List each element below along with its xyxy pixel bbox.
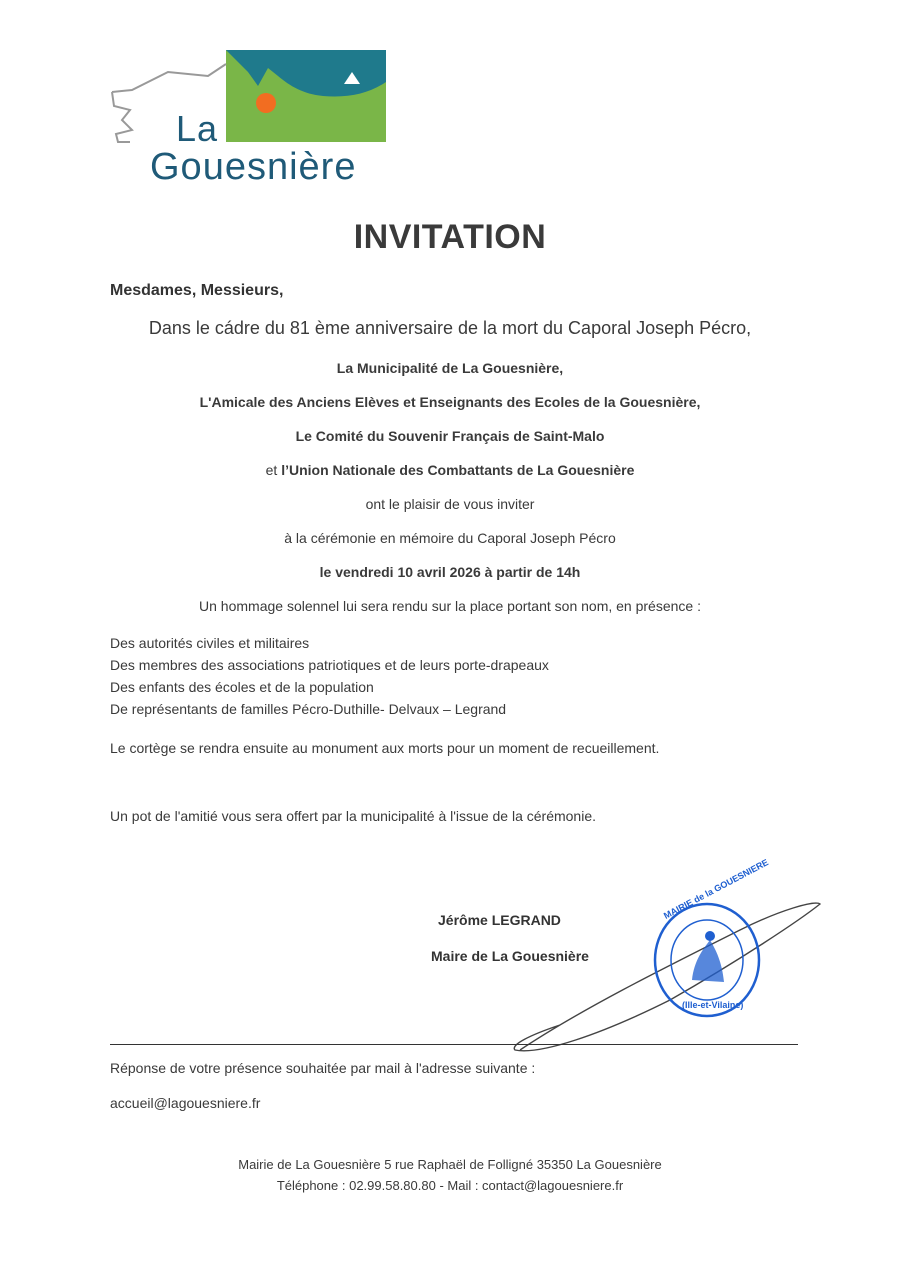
logo-text-name: Gouesnière <box>150 146 357 188</box>
footer-contact: Téléphone : 02.99.58.80.80 - Mail : contact@lagouesniere.fr <box>276 1178 624 1193</box>
organizer-municipality: La Municipalité de La Gouesnière, <box>336 360 564 376</box>
list-item: Des autorités civiles et militaires <box>110 635 310 651</box>
footer-address: Mairie de La Gouesnière 5 rue Raphaël de Folligné 35350 La Gouesnière <box>238 1157 662 1172</box>
organizer-unc-name: l’Union Nationale des Combattants de La Gouesnière <box>281 462 635 478</box>
reception-text: Un pot de l'amitié vous sera offert par la municipalité à l'issue de la cérémonie. <box>110 808 597 824</box>
homage-text: Un hommage solennel lui sera rendu sur la place portant son nom, en présence : <box>199 598 701 614</box>
attendee-list <box>110 632 549 720</box>
ceremony-text: à la cérémonie en mémoire du Caporal Joseph Pécro <box>284 530 616 546</box>
organizer-souvenir-francais: Le Comité du Souvenir Français de Saint-Malo <box>295 428 605 444</box>
organizer-unc <box>0 462 900 478</box>
organizer-unc-prefix: et <box>265 462 282 478</box>
logo-text-la: La <box>176 108 219 149</box>
signatory-name: Jérôme LEGRAND <box>438 912 561 928</box>
rsvp-email[interactable]: accueil@lagouesniere.fr <box>110 1095 261 1111</box>
organizer-amicale: L'Amicale des Anciens Elèves et Enseignants des Ecoles de la Gouesnière, <box>199 394 701 410</box>
list-item: Des enfants des écoles et de la population <box>110 679 374 695</box>
logo-orange-dot <box>256 93 276 113</box>
greeting: Mesdames, Messieurs, <box>110 282 284 299</box>
rsvp-text: Réponse de votre présence souhaitée par mail à l'adresse suivante : <box>110 1060 536 1076</box>
divider <box>110 1044 798 1045</box>
procession-text: Le cortège se rendra ensuite au monument aux morts pour un moment de recueillement. <box>110 740 660 756</box>
stamp-text-bottom: (Ille-et-Vilaine) <box>682 1000 744 1010</box>
signatory-role: Maire de La Gouesnière <box>431 948 589 964</box>
stamp-text-top: MAIRIE de la GOUESNIERE <box>662 857 771 921</box>
event-date: le vendredi 10 avril 2026 à partir de 14h <box>319 564 581 580</box>
invite-text: ont le plaisir de vous inviter <box>365 496 535 512</box>
list-item: Des membres des associations patriotiques et de leurs porte-drapeaux <box>110 657 549 673</box>
list-item: De représentants de familles Pécro-Duthille- Delvaux – Legrand <box>110 701 507 717</box>
page-title: INVITATION <box>353 218 547 256</box>
intro-line: Dans le cádre du 81 ème anniversaire de la mort du Caporal Joseph Pécro, <box>148 318 752 338</box>
